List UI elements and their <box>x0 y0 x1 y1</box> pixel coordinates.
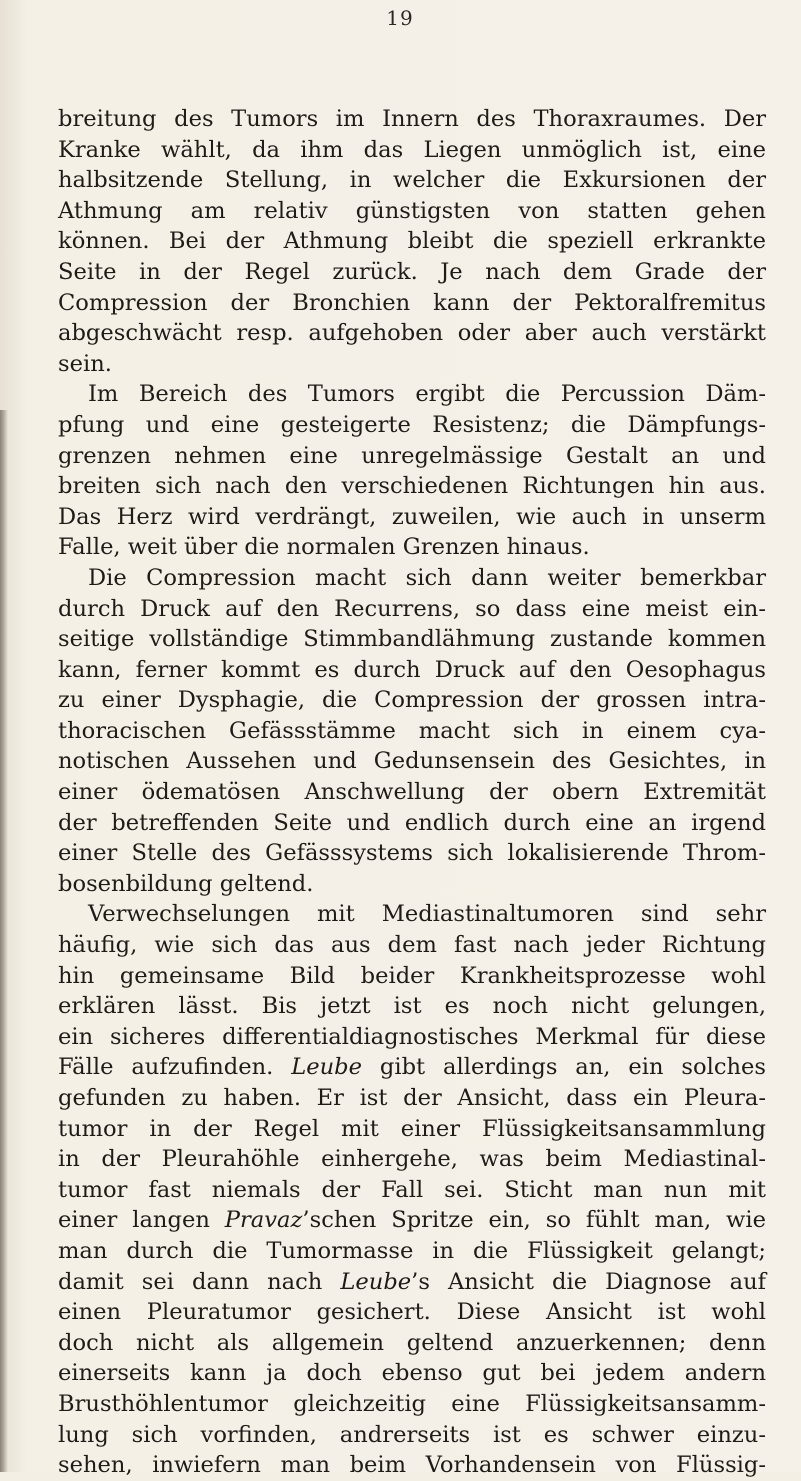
text-line: einer Stelle des Gefässsystems sich lokalisierende Throm- <box>58 840 766 867</box>
text-line <box>58 1052 766 1083</box>
text-line: Seite in der Regel zurück. Je nach dem Grade der <box>58 258 766 285</box>
text-line <box>58 1205 766 1236</box>
text-line: grenzen nehmen eine unregelmässige Gestalt an und <box>58 442 766 469</box>
text-line: man durch die Tumormasse in die Flüssigkeit gelangt; <box>58 1237 766 1264</box>
text-line: hin gemeinsame Bild beider Krankheitsprozesse wohl <box>58 962 766 989</box>
text-line: Kranke wählt, da ihm das Liegen unmöglich ist, eine <box>58 136 766 163</box>
text-line: halbsitzende Stellung, in welcher die Exkursionen der <box>58 167 766 194</box>
body-text <box>58 104 766 1481</box>
text-line: tumor fast niemals der Fall sei. Sticht man nun mit <box>58 1176 766 1203</box>
text-line: Die Compression macht sich dann weiter bemerkbar <box>88 564 766 591</box>
text-span: gibt allerdings an, ein solches <box>379 1054 766 1081</box>
text-line: der betreffenden Seite und endlich durch eine an irgend <box>58 809 766 836</box>
text-line: häufig, wie sich das aus dem fast nach jeder Richtung <box>58 932 766 959</box>
binding-shadow <box>0 410 8 1472</box>
text-line: Das Herz wird verdrängt, zuweilen, wie auch in unserm <box>58 503 766 530</box>
author-name-leube: Leube <box>291 1054 363 1081</box>
text-line: abgeschwächt resp. aufgehoben oder aber auch verstärkt <box>58 320 766 347</box>
text-line: breiten sich nach den verschiedenen Richtungen hin aus. <box>58 473 766 500</box>
text-line: tumor in der Regel mit einer Flüssigkeitsansammlung <box>58 1115 766 1142</box>
author-name-leube: Leube <box>340 1268 412 1295</box>
text-span: damit sei dann nach <box>58 1268 323 1295</box>
text-line: sehen, inwiefern man beim Vorhandensein von Flüssig- <box>58 1452 766 1479</box>
text-line: einen Pleuratumor gesichert. Diese Ansicht ist wohl <box>58 1299 766 1326</box>
text-line: doch nicht als allgemein geltend anzuerkennen; denn <box>58 1329 766 1356</box>
text-line: durch Druck auf den Recurrens, so dass eine meist ein- <box>58 595 766 622</box>
author-name-pravaz: Pravaz <box>224 1207 303 1234</box>
text-span: einer langen <box>58 1207 210 1234</box>
text-span: ’schen Spritze ein, so fühlt man, wie <box>302 1207 766 1234</box>
text-line: Brusthöhlentumor gleichzeitig eine Flüssigkeitsansamm- <box>58 1390 766 1417</box>
text-line: bosenbildung geltend. <box>58 870 314 897</box>
text-line: pfung und eine gesteigerte Resistenz; die Dämpfungs- <box>58 411 766 438</box>
text-line: lung sich vorfinden, andrerseits ist es schwer einzu- <box>58 1421 766 1448</box>
text-line: Compression der Bronchien kann der Pektoralfremitus <box>58 289 766 316</box>
text-line: zu einer Dysphagie, die Compression der grossen intra- <box>58 687 766 714</box>
text-line: seitige vollständige Stimmbandlähmung zustande kommen <box>58 626 766 653</box>
text-line: ein sicheres differentialdiagnostisches Merkmal für diese <box>58 1023 766 1050</box>
text-line: können. Bei der Athmung bleibt die speziell erkrankte <box>58 228 766 255</box>
text-line: breitung des Tumors im Innern des Thoraxraumes. Der <box>58 106 766 132</box>
text-line: Athmung am relativ günstigsten von statten gehen <box>58 197 766 224</box>
text-line: gefunden zu haben. Er ist der Ansicht, dass ein Pleura- <box>58 1085 766 1111</box>
text-span: ’s Ansicht die Diagnose auf <box>411 1268 766 1295</box>
text-line: in der Pleurahöhle einhergehe, was beim Mediastinal- <box>58 1146 766 1173</box>
text-span: Fälle aufzufinden. <box>58 1054 274 1081</box>
text-line: kann, ferner kommt es durch Druck auf den Oesophagus <box>58 656 766 683</box>
text-line: Im Bereich des Tumors ergibt die Percussion Däm- <box>88 381 766 408</box>
text-line: erklären lässt. Bis jetzt ist es noch nicht gelungen, <box>58 993 766 1020</box>
text-line: thoracischen Gefässstämme macht sich in einem cya- <box>58 717 766 744</box>
text-line: Falle, weit über die normalen Grenzen hinaus. <box>58 534 590 561</box>
text-line: sein. <box>58 350 112 377</box>
text-line <box>58 1267 766 1298</box>
text-line: Verwechselungen mit Mediastinaltumoren sind sehr <box>88 901 766 928</box>
text-line: einer ödematösen Anschwellung der obern Extremität <box>58 779 766 806</box>
text-line: notischen Aussehen und Gedunsensein des Gesichtes, in <box>58 748 766 775</box>
page-number: 19 <box>386 6 414 30</box>
text-line: einerseits kann ja doch ebenso gut bei jedem andern <box>58 1360 766 1387</box>
